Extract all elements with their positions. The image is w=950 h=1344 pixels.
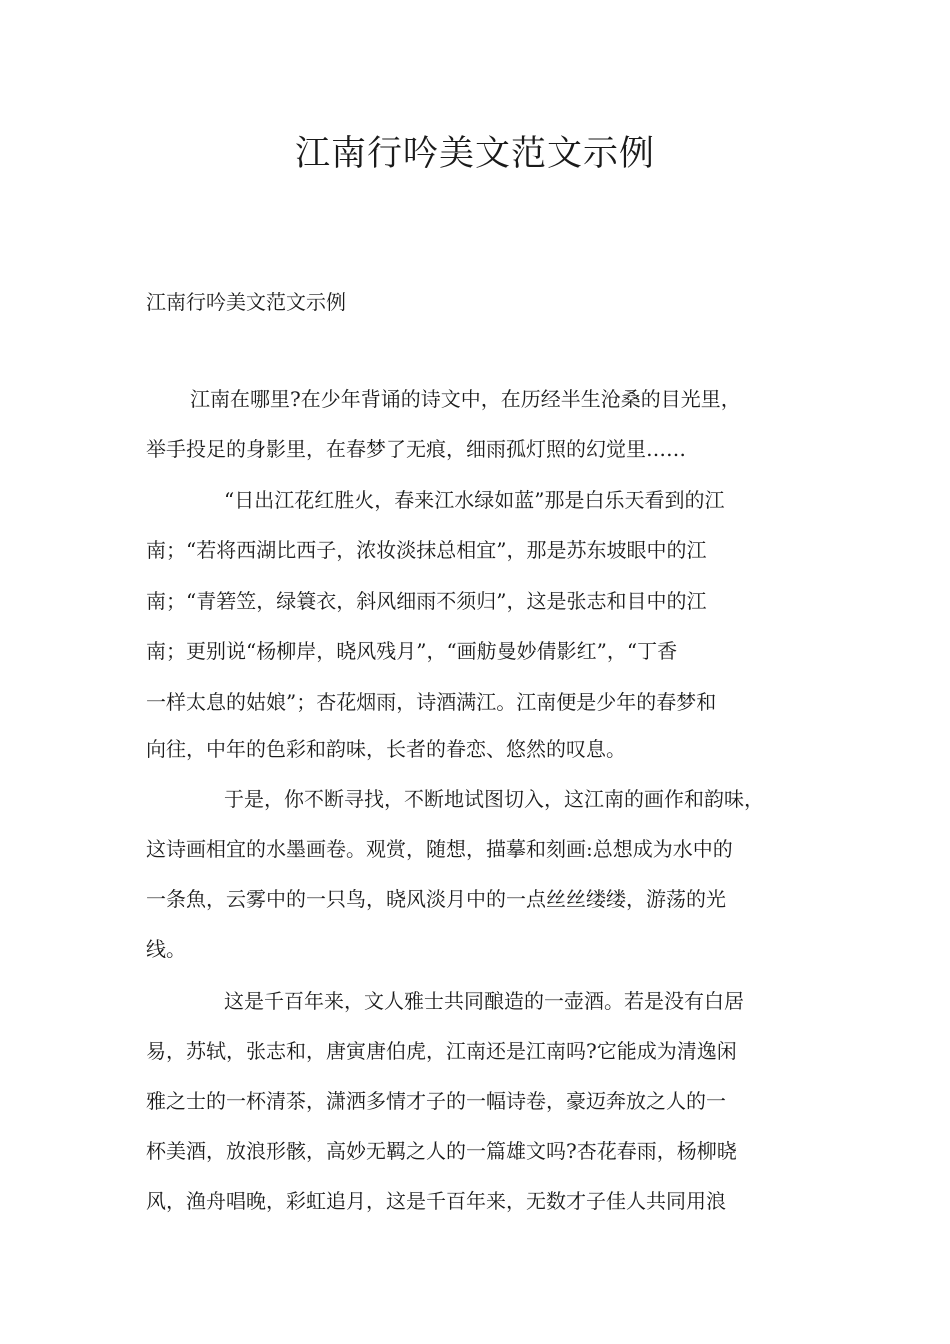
document-subtitle: 江南行吟美文范文示例 <box>146 290 346 314</box>
paragraph-line: 线。 <box>146 937 186 961</box>
document-title: 江南行吟美文范文示例 <box>294 134 655 174</box>
paragraph-line: 这诗画相宜的水墨画卷。观赏，随想，描摹和刻画:总想成为水中的 <box>146 837 733 861</box>
paragraph-line: 杯美酒，放浪形骸，高妙无羁之人的一篇雄文吗?杏花春雨，杨柳晓 <box>146 1139 737 1163</box>
paragraph-line: 这是千百年来，文人雅士共同酿造的一壶酒。若是没有白居 <box>224 989 744 1013</box>
paragraph-line: “日出江花红胜火，春来江水绿如蓝”那是白乐天看到的江 <box>224 488 725 512</box>
paragraph-line: 江南在哪里?在少年背诵的诗文中，在历经半生沧桑的目光里， <box>190 387 741 411</box>
paragraph-line: 风，渔舟唱晚，彩虹追月，这是千百年来，无数才子佳人共同用浪 <box>146 1189 726 1213</box>
paragraph-line: 举手投足的身影里，在春梦了无痕，细雨孤灯照的幻觉里…… <box>146 437 686 461</box>
paragraph-line: 雅之士的一杯清茶，潇洒多情才子的一幅诗卷，豪迈奔放之人的一 <box>146 1089 726 1113</box>
paragraph-line: 一条魚，云雾中的一只鸟，晓风淡月中的一点丝丝缕缕，游荡的光 <box>146 887 726 911</box>
paragraph-line: 易，苏轼，张志和，唐寅唐伯虎，江南还是江南吗?它能成为清逸闲 <box>146 1039 737 1063</box>
paragraph-line: 南；“青箬笠，绿簑衣，斜风细雨不须归”，这是张志和目中的江 <box>146 589 707 613</box>
paragraph-line: 一样太息的姑娘”；杏花烟雨，诗酒满江。江南便是少年的春梦和 <box>146 690 717 714</box>
paragraph-line: 南；“若将西湖比西子，浓妆淡抹总相宜”，那是苏东坡眼中的江 <box>146 538 707 562</box>
paragraph-line: 南；更别说“杨柳岸，晓风残月”，“画舫曼妙倩影红”，“丁香 <box>146 639 678 663</box>
paragraph-line: 向往，中年的色彩和韵味，长者的眷恋、悠然的叹息。 <box>146 737 626 761</box>
paragraph-line: 于是，你不断寻找，不断地试图切入，这江南的画作和韵味， <box>224 787 764 811</box>
